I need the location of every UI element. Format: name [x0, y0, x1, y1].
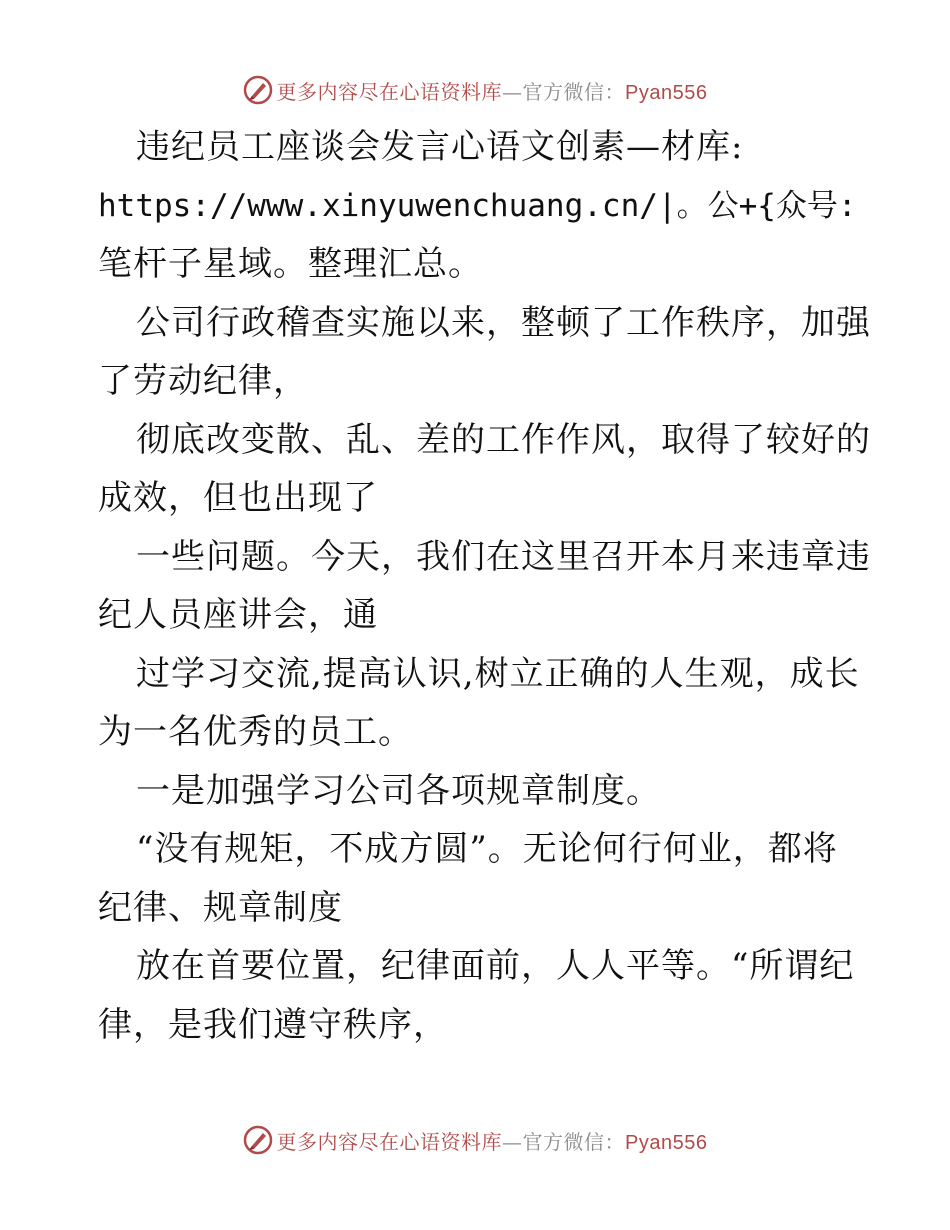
paragraph-line: 纪人员座讲会，通	[98, 595, 378, 635]
paragraph-line: 违纪员工座谈会发言心语文创素—材库:	[136, 127, 744, 167]
paragraph-line: 一些问题。今天，我们在这里召开本月来违章违	[136, 536, 871, 577]
footer-watermark-banner	[0, 1120, 950, 1160]
paragraph-line: 放在首要位置，纪律面前，人人平等。“所谓纪	[136, 946, 855, 986]
paragraph-line: “没有规矩，不成方圆”。无论何行何业，都将	[136, 829, 838, 869]
paragraph-line: 彻底改变散、乱、差的工作作风，取得了较好的	[136, 419, 871, 460]
paragraph-line: 过学习交流,提高认识,树立正确的人生观，成长	[136, 653, 860, 694]
header-banner-text: 更多内容尽在心语资料库—官方微信：Pyan556	[276, 79, 708, 104]
document-body	[98, 118, 871, 1054]
pen-logo-icon	[243, 1125, 273, 1155]
paragraph-line: 一是加强学习公司各项规章制度。	[136, 770, 661, 811]
paragraph-line: 公司行政稽查实施以来，整顿了工作秩序，加强	[136, 302, 871, 343]
pen-logo-icon	[243, 75, 273, 105]
paragraph-line: 纪律、规章制度	[98, 887, 343, 928]
header-watermark-banner	[0, 70, 950, 110]
paragraph-line: 成效，但也出现了	[98, 478, 378, 518]
paragraph-line: 为一名优秀的员工。	[98, 712, 413, 752]
paragraph-line: 律，是我们遵守秩序，	[98, 1004, 448, 1045]
footer-banner-text: 更多内容尽在心语资料库—官方微信：Pyan556	[276, 1129, 708, 1154]
paragraph-line: 了劳动纪律，	[98, 361, 308, 401]
paragraph-line: 笔杆子星域。整理汇总。	[98, 244, 483, 284]
paragraph-line: https://www.xinyuwenchuang.cn/|。公+{众号:	[98, 187, 857, 224]
